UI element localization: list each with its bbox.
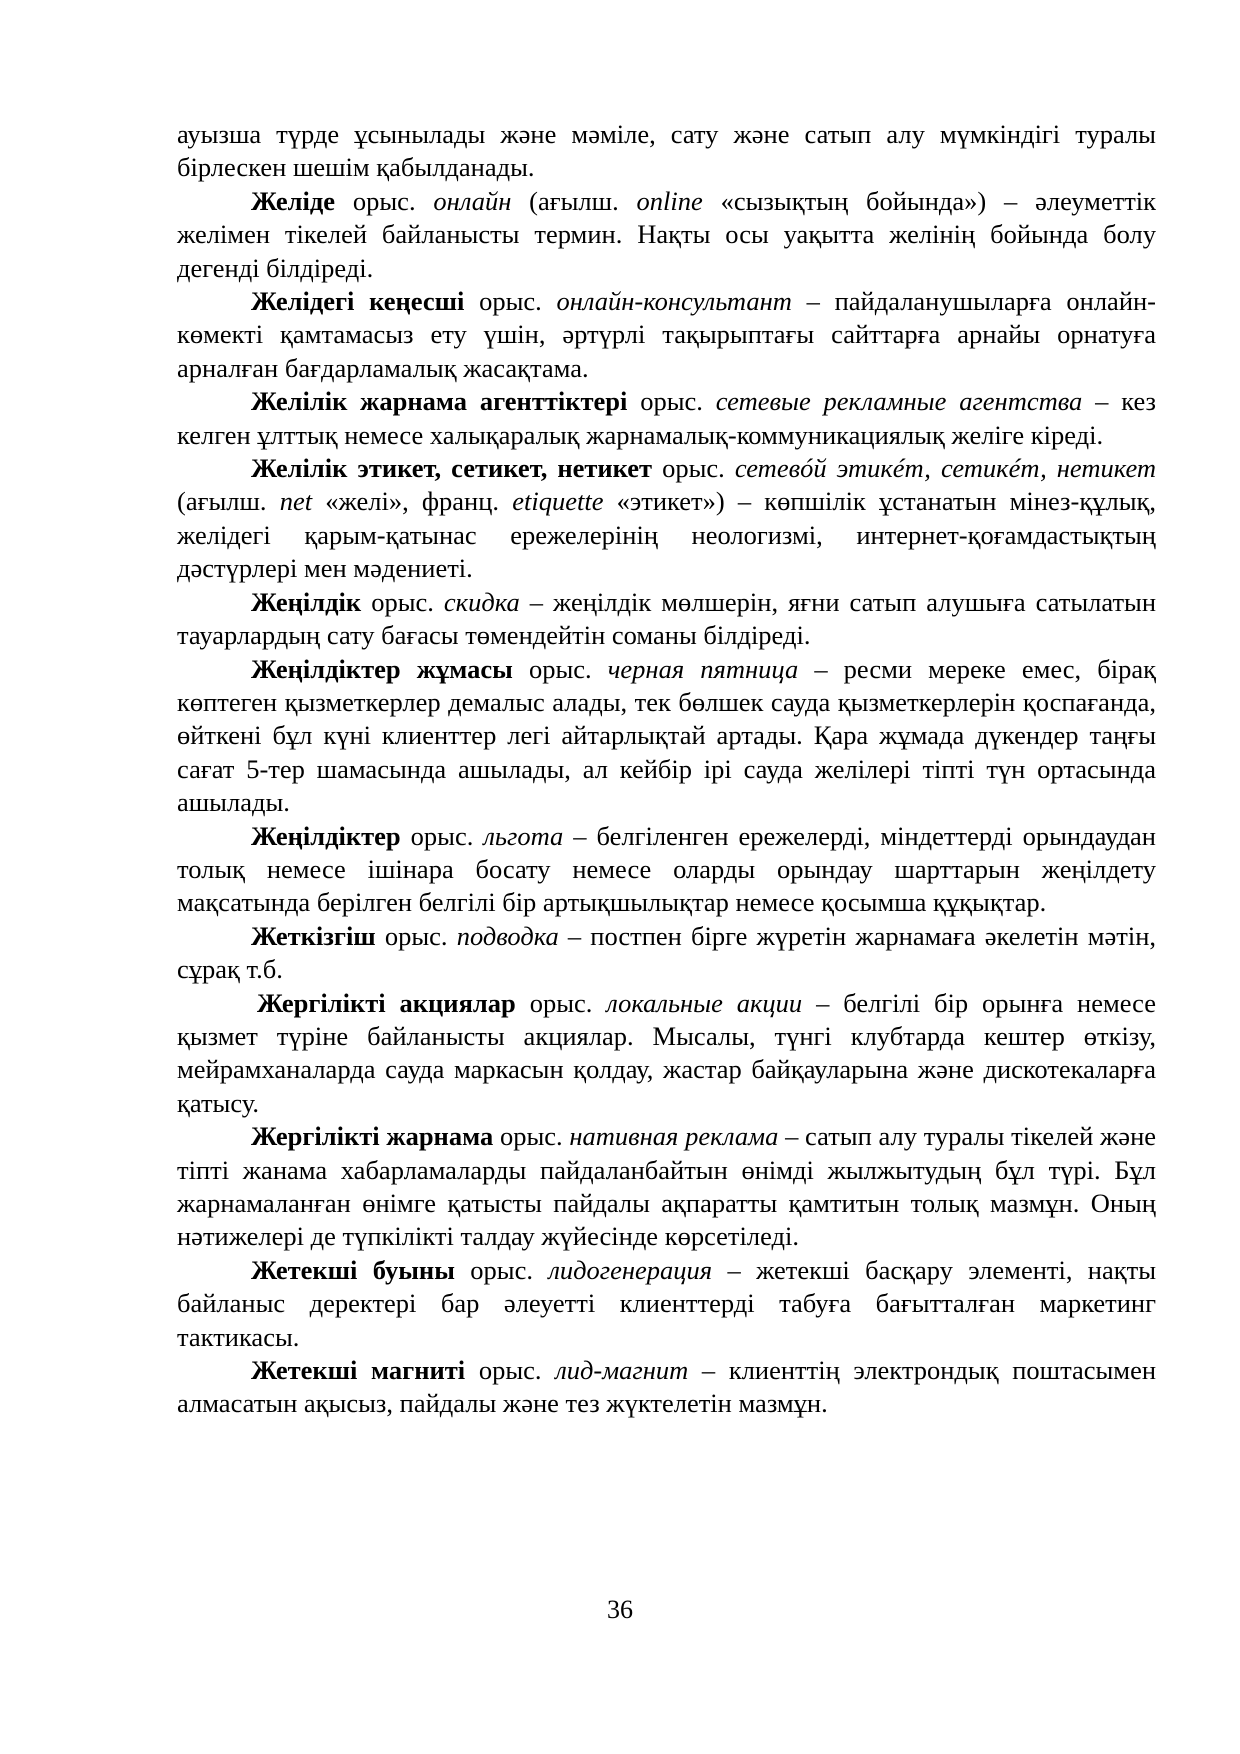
entry-definition: – белгілі бір орынға немесе қызмет түріне байланысты акциялар. Мысалы, түнгі клубтарда кештер өткізу, мейрамханаларда сауда маркасын қолдау, жастар байқауларына және дискотекаларға қатысу. — [177, 987, 1157, 1118]
entry-lang: орыс. — [529, 987, 593, 1018]
entry-term: Жеңілдіктер жұмасы — [251, 653, 513, 684]
entry-russian-term: сетевóй этикéт, сетикéт, нетикет — [734, 453, 1157, 484]
entry-term: Жеткізгіш — [251, 920, 376, 951]
body-text — [177, 118, 1156, 1421]
entry-lang: орыс. — [352, 185, 416, 216]
entry-russian-term: онлайн-консультант — [556, 286, 792, 317]
entry-paragraph — [177, 1120, 1156, 1254]
entry-lang: орыс. — [528, 653, 592, 684]
entry-definition: – белгіленген ережелерді, міндеттерді орындаудан толық немесе ішінара босату немесе оларды орындау шарттарын жеңілдету мақсатында берілген белгілі бір артықшылықтар немесе қосымша құқықтар. — [177, 820, 1156, 918]
entry-paragraph — [177, 820, 1156, 920]
entry-russian-term: нативная реклама — [569, 1121, 779, 1152]
entry-definition: (ағылш. — [177, 486, 280, 517]
entry-lang: орыс. — [662, 453, 725, 484]
page-number: 36 — [607, 1595, 633, 1624]
entry-term: Желілік жарнама агенттіктері — [251, 386, 628, 417]
entry-term: Жетекші буыны — [251, 1254, 455, 1285]
entry-definition: – жеңілдік мөлшерін, яғни сатып алушыға сатылатын тауарлардың сату бағасы төмендейтін соманы білдіреді. — [177, 586, 1157, 651]
entry-definition: «этикет») – көпшілік ұстанатын мінез-құлық, желідегі қарым-қатынас ережелерінің неологизмі, интернет-қоғамдастықтың дәстүрлері мен мәдениеті. — [177, 486, 1157, 584]
entry-definition: – пайдаланушыларға онлайн-көмекті қамтамасыз ету үшін, әртүрлі тақырыптағы сайттарға арнайы орнатуға арналған бағдарламалық жасақтама. — [177, 286, 1157, 383]
entry-english-term: online — [636, 185, 703, 216]
entry-paragraph — [177, 385, 1156, 452]
entry-paragraph — [177, 452, 1156, 586]
entry-term: Жеңілдік — [251, 586, 362, 617]
entry-russian-term: льгота — [483, 820, 564, 851]
entry-lang: орыс. — [478, 1355, 542, 1386]
entry-definition: – сатып алу туралы тікелей және тіпті жанама хабарламаларды пайдаланбайтын өнімді жылжытудың бұл түрі. Бұл жарнамаланған өнімге қатысты пайдалы ақпаратты қамтитын толық мазмұн. Оның нәтижелері де түпкілікті талдау жүйесінде көрсетіледі. — [177, 1121, 1157, 1252]
entry-french-term: etiquette — [512, 486, 604, 517]
entry-term: Жеңілдіктер — [251, 820, 401, 851]
entry-russian-term: черная пятница — [607, 653, 799, 684]
intro-paragraph: ауызша түрде ұсынылады және мәміле, сату және сатып алу мүмкіндігі туралы бірлескен шешім қабылданады. — [177, 119, 1156, 183]
entry-russian-term: сетевые рекламные агентства — [715, 386, 1083, 417]
entry-lang: орыс. — [499, 1121, 563, 1152]
entry-term: Желілік этикет, сетикет, нетикет — [251, 453, 653, 484]
entry-lang: орыс. — [640, 386, 703, 417]
entry-definition: – клиенттің электрондық поштасымен алмасатын ақысыз, пайдалы және тез жүктелетін мазмұн. — [177, 1355, 1157, 1419]
entry-lang: орыс. — [384, 920, 448, 951]
entry-definition: – ресми мереке емес, бірақ көптеген қызметкерлер демалыс алады, тек бөлшек сауда қызметкерлерін қоспағанда, өйткені бұл күні клиенттер легі айтарлықтай артады. Қара жұмада дүкендер таңғы сағат 5-тер шамасында ашылады, ал кейбір ірі сауда желілері тіпті түн ортасында ашылады. — [177, 653, 1157, 818]
entry-definition: «сызықтың бойында») – әлеуметтік желімен тікелей байланысты термин. Нақты осы уақытта желінің бойында болу дегенді білдіреді. — [177, 185, 1157, 283]
entry-definition: – постпен бірге жүретін жарнамаға әкелетін мәтін, сұрақ т.б. — [177, 920, 1157, 985]
entry-paragraph — [177, 920, 1156, 987]
entry-lang: орыс. — [479, 286, 542, 317]
entry-definition: (ағылш. — [511, 185, 637, 216]
entry-russian-term: подводка — [456, 920, 559, 951]
entry-paragraph — [177, 285, 1156, 385]
entry-paragraph — [177, 1254, 1156, 1354]
entry-paragraph — [177, 185, 1156, 285]
entry-russian-term: лид-магнит — [555, 1355, 689, 1386]
entry-term: Жергілікті жарнама — [251, 1121, 494, 1152]
entry-russian-term: локальные акции — [606, 987, 803, 1018]
entry-russian-term: скидка — [443, 586, 520, 617]
entry-term: Жетекші магниті — [251, 1355, 466, 1386]
entry-paragraph — [177, 1354, 1156, 1421]
entry-russian-term: онлайн — [433, 185, 512, 216]
entry-paragraph — [177, 586, 1156, 653]
entry-term: Желіде — [251, 185, 336, 216]
entry-lang: орыс. — [410, 820, 474, 851]
entry-english-term: net — [279, 486, 313, 517]
entry-definition: «желі», франц. — [312, 486, 513, 517]
entry-lang: орыс. — [371, 586, 434, 617]
entry-paragraph — [177, 653, 1156, 820]
entry-definition: – жетекші басқару элементі, нақты байланыс деректері бар әлеуетті клиенттерді табуға бағытталған маркетинг тактикасы. — [177, 1254, 1157, 1352]
entry-paragraph — [177, 987, 1156, 1121]
entry-russian-term: лидогенерация — [548, 1254, 713, 1285]
entry-term: Жергілікті акциялар — [257, 987, 516, 1018]
entry-term: Желідегі кеңесші — [251, 286, 465, 317]
entry-definition: – кез келген ұлттық немесе халықаралық жарнамалық-коммуникациялық желіге кіреді. — [177, 386, 1156, 450]
entry-lang: орыс. — [470, 1254, 533, 1285]
